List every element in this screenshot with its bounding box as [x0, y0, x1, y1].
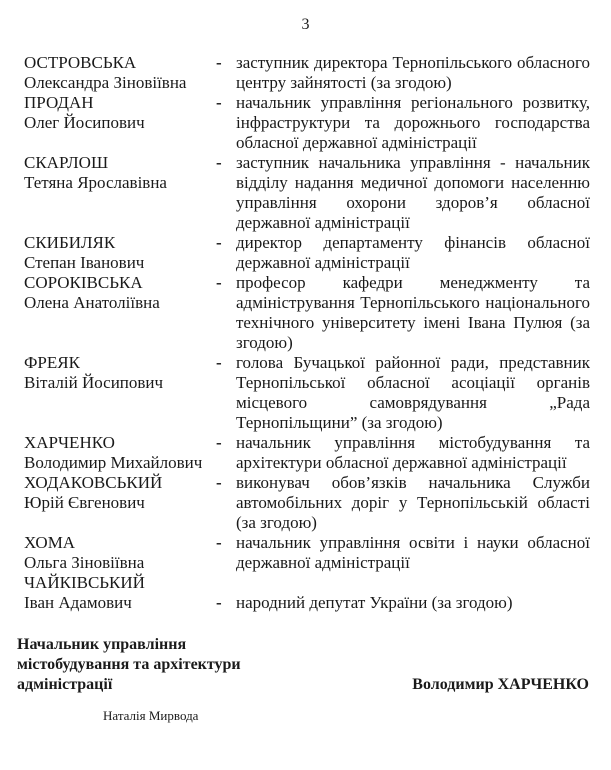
member-entry	[24, 233, 590, 273]
member-surname: ХАРЧЕНКО	[24, 433, 115, 452]
member-name	[24, 473, 216, 533]
member-entry	[24, 93, 590, 153]
member-description: начальник управління регіонального розвитку, інфраструктури та дорожнього господарства обласної державної адміністрації	[236, 93, 590, 152]
position-line: містобудування та архітектури	[17, 656, 241, 673]
member-given-name: Тетяна Ярославівна	[24, 173, 167, 192]
member-description: народний депутат України (за згодою)	[236, 593, 513, 612]
member-surname: СКАРЛОШ	[24, 153, 109, 172]
member-given-name: Віталій Йосипович	[24, 373, 164, 392]
member-entry	[24, 473, 590, 533]
member-surname: ЧАЙКІВСЬКИЙ	[24, 573, 145, 592]
signatory-position	[17, 635, 277, 695]
member-name	[24, 573, 216, 613]
member-surname: СОРОКІВСЬКА	[24, 273, 143, 292]
member-description: заступник директора Тернопільського обласного центру зайнятості (за згодою)	[236, 53, 590, 92]
executor-name: Наталія Мирвода	[103, 708, 199, 723]
member-entry	[24, 153, 590, 233]
signer-name: Володимир ХАРЧЕНКО	[412, 676, 589, 693]
signature-block	[17, 635, 589, 695]
member-entry	[24, 573, 590, 613]
member-surname: СКИБИЛЯК	[24, 233, 116, 252]
member-given-name: Іван Адамович	[24, 593, 132, 612]
member-name	[24, 233, 216, 273]
member-name	[24, 273, 216, 353]
member-entry	[24, 433, 590, 473]
member-given-name: Степан Іванович	[24, 253, 145, 272]
member-name	[24, 433, 216, 473]
member-surname: ХОМА	[24, 533, 76, 552]
member-given-name: Олена Анатоліївна	[24, 293, 160, 312]
member-description: голова Бучацької районної ради, представник Тернопільської обласної асоціації органів місцевого самоврядування „Рада Тернопільщини” (за згодою)	[236, 353, 590, 432]
member-name	[24, 353, 216, 433]
dash-separator: -	[216, 473, 222, 492]
dash-separator: -	[216, 533, 222, 552]
dash-separator: -	[216, 153, 222, 172]
member-surname: ФРЕЯК	[24, 353, 80, 372]
member-given-name: Олександра Зіновіївна	[24, 73, 187, 92]
member-given-name: Ольга Зіновіївна	[24, 553, 145, 572]
dash-separator: -	[216, 353, 222, 372]
member-surname: ХОДАКОВСЬКИЙ	[24, 473, 163, 492]
member-description: професор кафедри менеджменту та адміністрування Тернопільського національного технічного університету імені Івана Пулюя (за згодою)	[236, 273, 590, 352]
member-entry	[24, 353, 590, 433]
members-list	[24, 53, 590, 613]
member-description: директор департаменту фінансів обласної державної адміністрації	[236, 233, 590, 272]
page-number: 3	[301, 16, 310, 33]
member-description: заступник начальника управління - начальник відділу надання медичної допомоги населенню управління охорони здоров’я обласної державної адміністрації	[236, 153, 590, 232]
position-line: адміністрації	[17, 676, 113, 693]
member-description: виконувач обов’язків начальника Служби автомобільних доріг у Тернопільській області (за згодою)	[236, 473, 590, 532]
member-given-name: Юрій Євгенович	[24, 493, 145, 512]
member-given-name: Володимир Михайлович	[24, 453, 203, 472]
dash-separator: -	[216, 53, 222, 72]
dash-separator: -	[216, 273, 222, 292]
member-name	[24, 53, 216, 93]
member-entry	[24, 53, 590, 93]
dash-separator: -	[216, 93, 222, 112]
member-name	[24, 533, 216, 573]
member-description: начальник управління освіти і науки обласної державної адміністрації	[236, 533, 590, 572]
position-line: Начальник управління	[17, 636, 187, 653]
dash-separator: -	[216, 593, 222, 612]
dash-separator: -	[216, 233, 222, 252]
member-entry	[24, 273, 590, 353]
member-surname: ОСТРОВСЬКА	[24, 53, 137, 72]
member-surname: ПРОДАН	[24, 93, 94, 112]
member-name	[24, 153, 216, 233]
member-description: начальник управління містобудування та архітектури обласної державної адміністрації	[236, 433, 590, 472]
member-name	[24, 93, 216, 153]
dash-separator: -	[216, 433, 222, 452]
member-entry	[24, 533, 590, 573]
member-given-name: Олег Йосипович	[24, 113, 145, 132]
